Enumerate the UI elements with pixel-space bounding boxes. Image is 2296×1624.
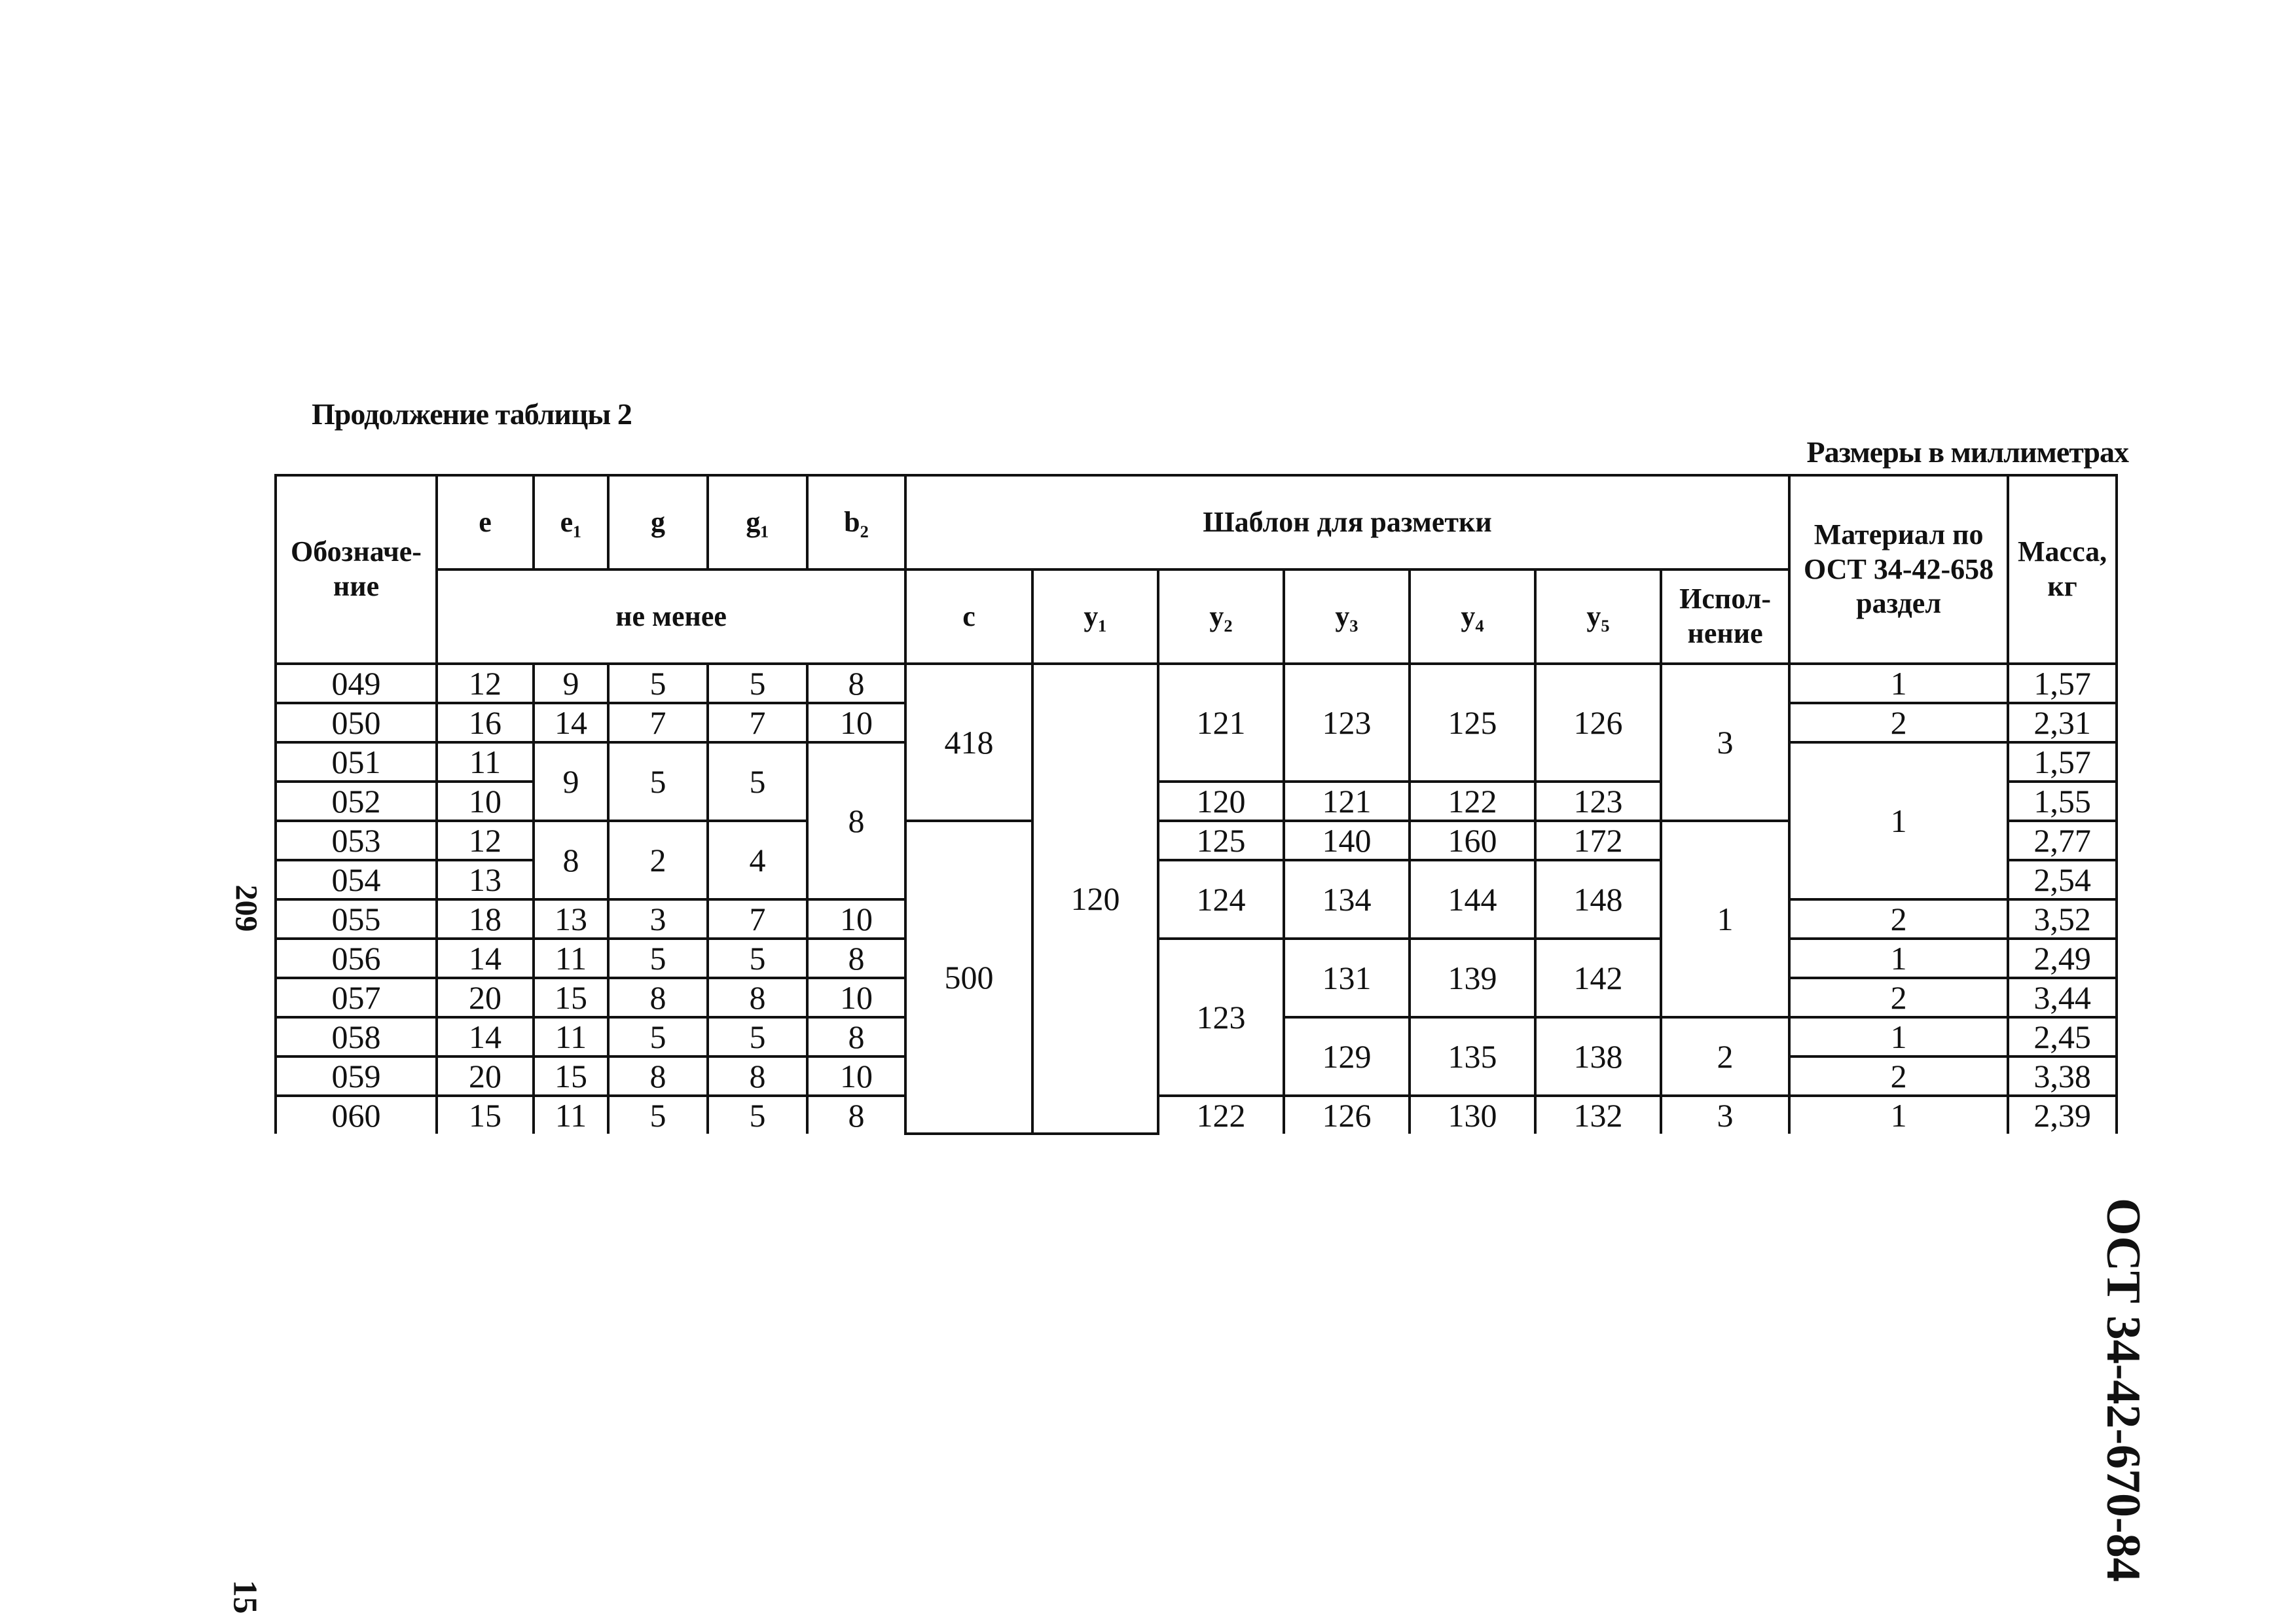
cell-g: 3: [608, 899, 708, 939]
cell-e1: 13: [534, 899, 608, 939]
cell-y2: 121: [1158, 664, 1284, 782]
cell-mass: 1,55: [2008, 782, 2117, 821]
units-note: Размеры в миллиметрах: [1806, 435, 2128, 469]
header-e1: e₁: [534, 475, 608, 569]
cell-y5: 142: [1535, 939, 1661, 1017]
cell-designation: 056: [276, 939, 437, 978]
cell-execution: 3: [1661, 1096, 1789, 1134]
cell-y5: 126: [1535, 664, 1661, 782]
cell-y2: 125: [1158, 821, 1284, 860]
cell-y2: 123: [1158, 939, 1284, 1096]
cell-e: 18: [437, 899, 534, 939]
cell-mass: 2,31: [2008, 703, 2117, 742]
cell-y5: 148: [1535, 860, 1661, 939]
cell-b2: 8: [807, 664, 905, 703]
cell-material: 2: [1789, 703, 2008, 742]
side-page-number: 209: [228, 884, 264, 932]
cell-y4: 130: [1410, 1096, 1535, 1134]
cell-material: 1: [1789, 939, 2008, 978]
cell-y4: 125: [1410, 664, 1535, 782]
header-e: e: [437, 475, 534, 569]
cell-y3: 134: [1284, 860, 1410, 939]
header-template: Шаблон для разметки: [905, 475, 1789, 569]
header-y3: y₃: [1284, 569, 1410, 664]
cell-designation: 060: [276, 1096, 437, 1134]
cell-mass: 2,77: [2008, 821, 2117, 860]
cell-e1: 9: [534, 664, 608, 703]
header-c: c: [905, 569, 1032, 664]
cell-g1: 5: [708, 1017, 807, 1056]
cell-mass: 1,57: [2008, 742, 2117, 782]
cell-y4: 139: [1410, 939, 1535, 1017]
cell-material: 2: [1789, 899, 2008, 939]
cell-y5: 138: [1535, 1017, 1661, 1096]
header-y1: y₁: [1032, 569, 1158, 664]
cell-material: 2: [1789, 978, 2008, 1017]
cell-material: 1: [1789, 664, 2008, 703]
cell-g1: 5: [708, 1096, 807, 1134]
cell-e: 12: [437, 664, 534, 703]
cell-designation: 058: [276, 1017, 437, 1056]
header-designation: Обозначе-ние: [276, 475, 437, 664]
cell-designation: 049: [276, 664, 437, 703]
cell-e1: 8: [534, 821, 608, 899]
cell-g1: 7: [708, 899, 807, 939]
header-material: Материал по ОСТ 34-42-658 раздел: [1789, 475, 2008, 664]
cell-designation: 052: [276, 782, 437, 821]
cell-y5: 132: [1535, 1096, 1661, 1134]
cell-y2: 120: [1158, 782, 1284, 821]
cell-designation: 053: [276, 821, 437, 860]
table-row: [276, 1096, 2117, 1134]
cell-b2: 8: [807, 939, 905, 978]
cell-y2: 124: [1158, 860, 1284, 939]
cell-e1: 15: [534, 1056, 608, 1096]
header-g1: g₁: [708, 475, 807, 569]
cell-mass: 3,44: [2008, 978, 2117, 1017]
cell-e: 16: [437, 703, 534, 742]
cell-y3: 131: [1284, 939, 1410, 1017]
cell-mass: 2,39: [2008, 1096, 2117, 1134]
cell-g1: 8: [708, 978, 807, 1017]
cell-g1: 5: [708, 939, 807, 978]
cell-e: 20: [437, 978, 534, 1017]
cell-b2: 8: [807, 742, 905, 899]
cell-y3: 123: [1284, 664, 1410, 782]
table-row: [276, 664, 2117, 703]
cell-e1: 11: [534, 939, 608, 978]
cell-g: 5: [608, 742, 708, 821]
cell-designation: 054: [276, 860, 437, 899]
cell-g: 5: [608, 939, 708, 978]
header-g: g: [608, 475, 708, 569]
cell-mass: 3,52: [2008, 899, 2117, 939]
cell-e1: 14: [534, 703, 608, 742]
cell-g1: 5: [708, 664, 807, 703]
cell-g: 7: [608, 703, 708, 742]
table-row: [276, 939, 2117, 978]
header-y5: y₅: [1535, 569, 1661, 664]
cell-execution: 3: [1661, 664, 1789, 821]
cell-designation: 055: [276, 899, 437, 939]
cell-mass: 2,49: [2008, 939, 2117, 978]
cell-b2: 10: [807, 1056, 905, 1096]
cell-b2: 10: [807, 899, 905, 939]
cell-y4: 122: [1410, 782, 1535, 821]
cell-g: 8: [608, 1056, 708, 1096]
cell-g: 5: [608, 1017, 708, 1056]
cell-y3: 129: [1284, 1017, 1410, 1096]
cell-b2: 10: [807, 703, 905, 742]
cell-designation: 057: [276, 978, 437, 1017]
bottom-page-number: 15: [226, 1579, 264, 1614]
cell-e1: 11: [534, 1017, 608, 1056]
cell-y4: 160: [1410, 821, 1535, 860]
cell-b2: 10: [807, 978, 905, 1017]
cell-mass: 1,57: [2008, 664, 2117, 703]
cell-designation: 051: [276, 742, 437, 782]
cell-c: 418: [905, 664, 1032, 821]
cell-mass: 2,45: [2008, 1017, 2117, 1056]
cell-material: 1: [1789, 1096, 2008, 1134]
cell-b2: 8: [807, 1017, 905, 1056]
cell-g1: 8: [708, 1056, 807, 1096]
cell-material: 2: [1789, 1056, 2008, 1096]
cell-e: 20: [437, 1056, 534, 1096]
cell-mass: 3,38: [2008, 1056, 2117, 1096]
document-code: ОСТ 34-42-670-84: [2096, 1198, 2150, 1582]
cell-y4: 135: [1410, 1017, 1535, 1096]
cell-y3: 126: [1284, 1096, 1410, 1134]
cell-g1: 4: [708, 821, 807, 899]
cell-y5: 172: [1535, 821, 1661, 860]
cell-y4: 144: [1410, 860, 1535, 939]
cell-e: 12: [437, 821, 534, 860]
header-execution: Испол-нение: [1661, 569, 1789, 664]
table-caption: Продолжение таблицы 2: [312, 397, 632, 431]
cell-designation: 059: [276, 1056, 437, 1096]
header-mass: Масса, кг: [2008, 475, 2117, 664]
cell-material: 1: [1789, 742, 2008, 899]
cell-e: 13: [437, 860, 534, 899]
cell-g: 8: [608, 978, 708, 1017]
cell-g: 2: [608, 821, 708, 899]
cell-y3: 121: [1284, 782, 1410, 821]
cell-designation: 050: [276, 703, 437, 742]
header-not-less: не менее: [437, 569, 905, 664]
cell-e: 15: [437, 1096, 534, 1134]
cell-material: 1: [1789, 1017, 2008, 1056]
header-y2: y₂: [1158, 569, 1284, 664]
cell-y2: 122: [1158, 1096, 1284, 1134]
specification-table: [274, 474, 2118, 1135]
cell-e: 14: [437, 1017, 534, 1056]
cell-e1: 9: [534, 742, 608, 821]
header-b2: b₂: [807, 475, 905, 569]
cell-e: 11: [437, 742, 534, 782]
cell-e: 10: [437, 782, 534, 821]
cell-b2: 8: [807, 1096, 905, 1134]
cell-e: 14: [437, 939, 534, 978]
cell-g: 5: [608, 664, 708, 703]
cell-g: 5: [608, 1096, 708, 1134]
cell-y1: 120: [1032, 664, 1158, 1134]
cell-g1: 7: [708, 703, 807, 742]
cell-mass: 2,54: [2008, 860, 2117, 899]
cell-g1: 5: [708, 742, 807, 821]
cell-execution: 2: [1661, 1017, 1789, 1096]
cell-e1: 15: [534, 978, 608, 1017]
header-y4: y₄: [1410, 569, 1535, 664]
cell-e1: 11: [534, 1096, 608, 1134]
cell-c: 500: [905, 821, 1032, 1134]
cell-execution: 1: [1661, 821, 1789, 1017]
cell-y3: 140: [1284, 821, 1410, 860]
cell-y5: 123: [1535, 782, 1661, 821]
